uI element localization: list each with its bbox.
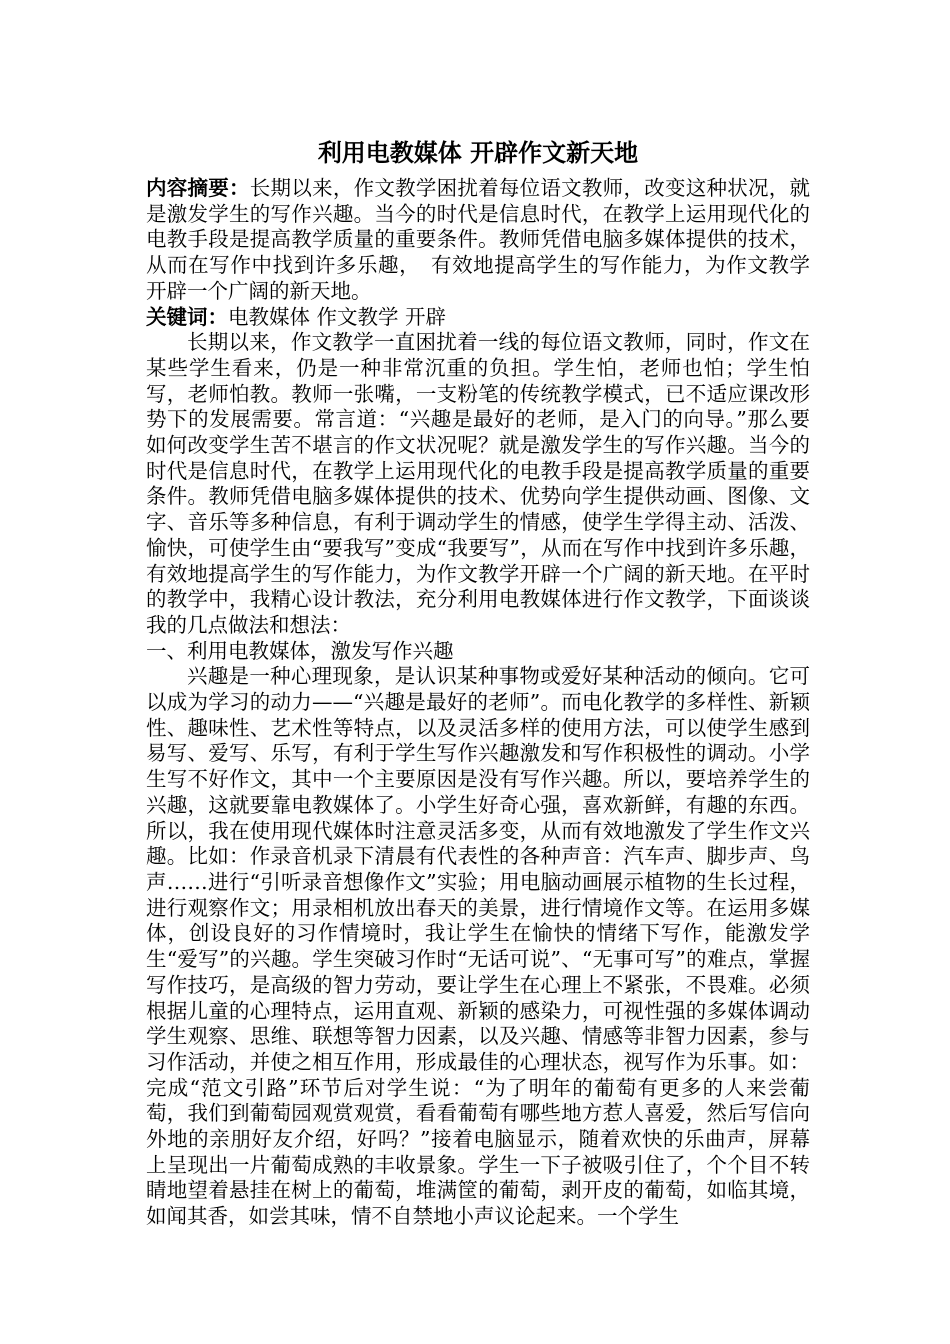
document-title: 利用电教媒体 开辟作文新天地 <box>317 139 639 167</box>
section-heading-1: 一、利用电教媒体，激发写作兴趣 <box>146 638 454 663</box>
body-paragraph-1: 长期以来，作文教学一直困扰着一线的每位语文教师，同时，作文在某些学生看来，仍是一种非常沉重的负担。学生怕，老师也怕；学生怕写，老师怕教。教师一张嘴，一支粉笔的传统教学模式，已不适应课改形势下的发展需要。常言道：“兴趣是最好的老师，是入门的向导。”那么要如何改变学生苦不堪言的作文状况呢？就是激发学生的写作兴趣。当今的时代是信息时代，在教学上运用现代化的电教手段是提高教学质量的重要条件。教师凭借电脑多媒体提供的技术、优势向学生提供动画、图像、文字、音乐等多种信息，有利于调动学生的情感，使学生学得主动、活泼、愉快，可使学生由“要我写”变成“我要写”，从而在写作中找到许多乐趣， 有效地提高学生的写作能力，为作文教学开辟一个广阔的新天地。在平时的教学中，我精心设计教法，充分利用电教媒体进行作文教学，下面谈谈我的几点做法和想法： <box>146 330 810 637</box>
keywords <box>146 305 810 331</box>
abstract-text: 长期以来，作文教学困扰着每位语文教师，改变这种状况，就是激发学生的写作兴趣。当今的时代是信息时代，在教学上运用现代化的电教手段是提高教学质量的重要条件。教师凭借电脑多媒体提供的技术，从而在写作中找到许多乐趣， 有效地提高学生的写作能力，为作文教学开辟一个广阔的新天地。 <box>146 176 811 303</box>
document-page <box>146 128 810 1230</box>
keywords-label: 关键词： <box>146 304 228 329</box>
keywords-text: 电教媒体 作文教学 开辟 <box>228 304 447 329</box>
abstract-label: 内容摘要： <box>146 176 250 200</box>
body-paragraph-2: 兴趣是一种心理现象，是认识某种事物或爱好某种活动的倾向。它可以成为学习的动力——“兴趣是最好的老师”。而电化教学的多样性、新颖性、趣味性、艺术性等特点，以及灵活多样的使用方法，可以使学生感到易写、爱写、乐写，有利于学生写作兴趣激发和写作积极性的调动。小学生写不好作文，其中一个主要原因是没有写作兴趣。所以，要培养学生的兴趣，这就要靠电教媒体了。小学生好奇心强，喜欢新鲜，有趣的东西。所以，我在使用现代媒体时注意灵活多变，从而有效地激发了学生作文兴趣。比如：作录音机录下清晨有代表性的各种声音：汽车声、脚步声、鸟声……进行“引听录音想像作文”实验；用电脑动画展示植物的生长过程，进行观察作文；用录相机放出春天的美景，进行情境作文等。在运用多媒体，创设良好的习作情境时，我让学生在愉快的情绪下写作，能激发学生“爱写”的兴趣。学生突破习作时“无话可说”、“无事可写”的难点，掌握写作技巧，是高级的智力劳动，要让学生在心理上不紧张，不畏难。必须根据儿童的心理特点，运用直观、新颖的感染力，可视性强的多媒体调动学生观察、思维、联想等智力因素，以及兴趣、情感等非智力因素，参与习作活动，并使之相互作用，形成最佳的心理状态，视写作为乐事。如：完成“范文引路”环节后对学生说：“为了明年的葡萄有更多的人来尝葡萄，我们到葡萄园观赏观赏，看看葡萄有哪些地方惹人喜爱，然后写信向外地的亲朋好友介绍，好吗？”接着电脑显示，随着欢快的乐曲声，屏幕上呈现出一片葡萄成熟的丰收景象。学生一下子被吸引住了，个个目不转睛地望着悬挂在树上的葡萄，堆满筐的葡萄，剥开皮的葡萄，如临其境，如闻其香，如尝其味，情不自禁地小声议论起来。一个学生 <box>146 664 810 1229</box>
abstract <box>146 176 810 305</box>
